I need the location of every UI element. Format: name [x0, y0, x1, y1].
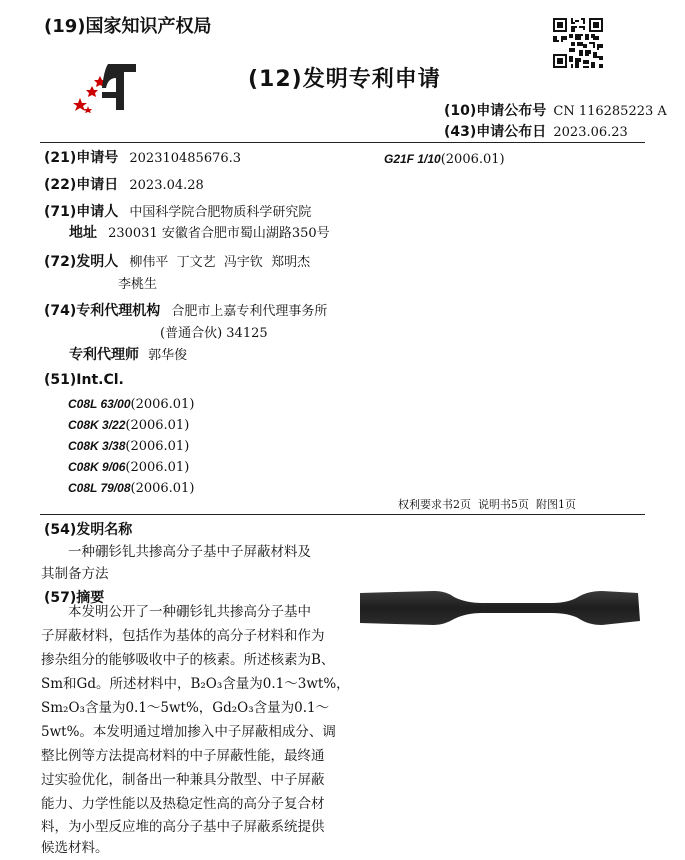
abstract-line: 掺杂组分的能够吸收中子的核素。所述核素为B、 — [41, 652, 335, 668]
agency-name-continued: (普通合伙) 34125 — [160, 326, 268, 341]
invention-title-label: (54)发明名称 — [44, 522, 133, 538]
abstract-line: 整比例等方法提高材料的中子屏蔽性能，最终通 — [41, 748, 325, 764]
application-date-label: (22)申请日 — [44, 177, 119, 193]
intcl-date: (2006.01) — [125, 460, 190, 475]
application-number: 202310485676.3 — [129, 151, 242, 166]
inventor-row — [44, 251, 310, 271]
abstract-line: 子屏蔽材料，包括作为基体的高分子材料和作为 — [41, 628, 325, 644]
inventor-label: (72)发明人 — [44, 254, 119, 270]
application-number-label: (21)申请号 — [44, 150, 119, 166]
invention-title-continued: 其制备方法 — [41, 566, 109, 582]
intcl-item — [68, 477, 194, 496]
intcl-item — [68, 456, 189, 475]
application-date: 2023.04.28 — [129, 178, 204, 193]
publication-date-label: (43)申请公布日 — [444, 124, 547, 140]
biblio-divider — [40, 514, 645, 515]
invention-title: 一种硼钐钆共掺高分子基中子屏蔽材料及 — [68, 544, 311, 560]
abstract-label: (57)摘要 — [44, 590, 105, 606]
intcl-item — [68, 393, 194, 412]
application-date-row — [44, 174, 204, 194]
publication-number-row — [444, 100, 667, 120]
agency-row — [44, 300, 327, 320]
address-value: 230031 安徽省合肥市蜀山湖路350号 — [108, 226, 330, 241]
main-ipc-row — [384, 148, 505, 167]
applicant-row — [44, 201, 311, 221]
intcl-label: (51)Int.Cl. — [44, 372, 124, 388]
publication-number-label: (10)申请公布号 — [444, 103, 547, 119]
abstract-line: 本发明公开了一种硼钐钆共掺高分子基中 — [68, 604, 311, 620]
agent-row — [69, 344, 187, 364]
intcl-code: C08K 3/38 — [68, 439, 126, 453]
agent-name: 郭华俊 — [148, 348, 188, 363]
office-name: (19)国家知识产权局 — [44, 16, 212, 37]
intcl-code: C08K 9/06 — [68, 460, 126, 474]
intcl-code: C08L 63/00 — [68, 397, 131, 411]
intcl-code: C08K 3/22 — [68, 418, 126, 432]
application-number-row — [44, 147, 241, 167]
main-ipc-date: (2006.01) — [440, 152, 505, 167]
abstract-line: 过实验优化，制备出一种兼具分散型、中子屏蔽 — [41, 772, 325, 788]
applicant-name: 中国科学院合肥物质科学研究院 — [129, 205, 312, 220]
abstract-line: Sm₂O₃含量为0.1～5wt%，Gd₂O₃含量为0.1～ — [41, 700, 330, 716]
intcl-item — [68, 414, 189, 433]
patent-office-logo — [72, 58, 142, 113]
qr-code-icon — [553, 18, 603, 68]
agency-name: 合肥市上嘉专利代理事务所 — [171, 304, 328, 319]
intcl-date: (2006.01) — [130, 481, 195, 496]
intcl-code: C08L 79/08 — [68, 481, 131, 495]
abstract-line: 能力、力学性能以及热稳定性高的高分子复合材 — [41, 796, 325, 812]
intcl-date: (2006.01) — [125, 439, 190, 454]
publication-date: 2023.06.23 — [553, 125, 628, 140]
intcl-date: (2006.01) — [130, 397, 195, 412]
publication-number: CN 116285223 A — [553, 104, 667, 119]
agent-label: 专利代理师 — [69, 347, 139, 363]
abstract-line: 5wt%。本发明通过增加掺入中子屏蔽相成分、调 — [41, 724, 336, 740]
address-row — [69, 222, 330, 242]
main-ipc-code: G21F 1/10 — [384, 152, 441, 166]
intcl-date: (2006.01) — [125, 418, 190, 433]
intcl-item — [68, 435, 189, 454]
inventor-names-continued: 李桃生 — [118, 277, 158, 292]
publication-date-row — [444, 121, 628, 141]
abstract-line: 候选材料。 — [41, 840, 109, 856]
page-count-summary: 权利要求书2页 说明书5页 附图1页 — [398, 498, 576, 511]
inventor-names: 柳伟平 丁文艺 冯宇钦 郑明杰 — [129, 255, 311, 270]
document-type-title: (12)发明专利申请 — [248, 67, 441, 92]
abstract-line: Sm和Gd。所述材料中，B₂O₃含量为0.1～3wt%， — [41, 676, 350, 692]
applicant-label: (71)申请人 — [44, 204, 119, 220]
abstract-line: 料，为小型反应堆的高分子基中子屏蔽系统提供 — [41, 819, 325, 835]
agency-label: (74)专利代理机构 — [44, 303, 161, 319]
header-divider — [40, 142, 645, 143]
specimen-photo — [356, 585, 646, 640]
address-label: 地址 — [69, 225, 97, 241]
